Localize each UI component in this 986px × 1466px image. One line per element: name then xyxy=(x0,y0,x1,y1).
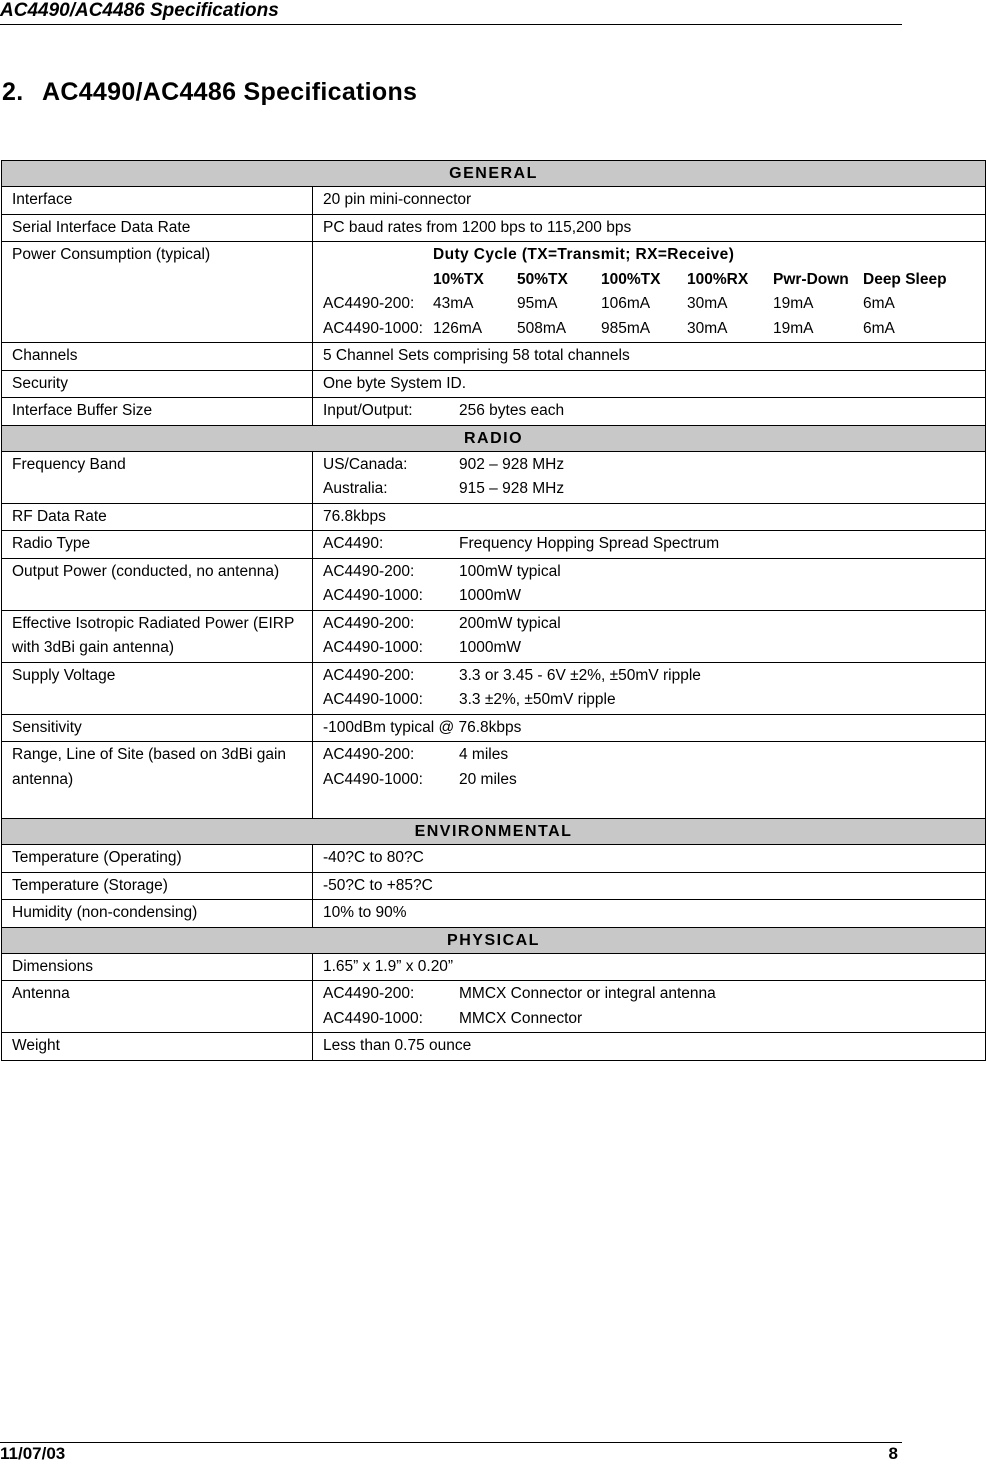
spec-value xyxy=(313,558,986,610)
power-value: 30mA xyxy=(687,295,728,312)
table-row xyxy=(2,900,986,928)
spec-value: -40?C to 80?C xyxy=(313,845,986,873)
table-row xyxy=(2,370,986,398)
spec-key-value: 3.3 or 3.45 - 6V ±2%, ±50mV ripple xyxy=(459,666,701,684)
spec-key: AC4490-200: xyxy=(323,746,415,763)
spec-key-value: 100mW typical xyxy=(459,562,561,580)
section-heading: GENERAL xyxy=(2,161,986,187)
footer-date: 11/07/03 xyxy=(0,1444,66,1463)
section-number: 2. xyxy=(2,78,24,106)
table-row xyxy=(2,242,986,343)
spec-value: 5 Channel Sets comprising 58 total channels xyxy=(313,343,986,371)
column-header: Pwr-Down xyxy=(773,270,849,288)
duty-cycle-columns xyxy=(323,268,975,293)
column-header: Deep Sleep xyxy=(863,270,947,288)
section-row-physical xyxy=(2,927,986,953)
section-row-general xyxy=(2,161,986,187)
spec-value: 1.65” x 1.9” x 0.20” xyxy=(313,953,986,981)
spec-label: Power Consumption (typical) xyxy=(2,242,313,343)
spec-key: AC4490-1000: xyxy=(323,770,423,788)
column-header: 100%TX xyxy=(601,270,661,288)
spec-key: AC4490-1000: xyxy=(323,1009,423,1027)
power-value: 126mA xyxy=(433,319,483,337)
table-row xyxy=(2,343,986,371)
spec-label: Interface xyxy=(2,187,313,215)
table-row xyxy=(2,662,986,714)
spec-value xyxy=(313,742,986,819)
section-heading: RADIO xyxy=(2,425,986,451)
spec-value: One byte System ID. xyxy=(313,370,986,398)
table-row xyxy=(2,187,986,215)
table-row xyxy=(2,214,986,242)
spec-key: AC4490-200: xyxy=(323,614,415,632)
section-title xyxy=(2,78,417,107)
spec-value: 76.8kbps xyxy=(313,503,986,531)
spec-key-value: MMCX Connector xyxy=(459,1009,583,1027)
table-row xyxy=(2,981,986,1033)
spec-label: Channels xyxy=(2,343,313,371)
spec-value xyxy=(313,531,986,559)
spec-key-value: MMCX Connector or integral antenna xyxy=(459,985,716,1002)
spec-key: AC4490-200: xyxy=(323,666,415,684)
spec-label: RF Data Rate xyxy=(2,503,313,531)
spec-key: AC4490-1000: xyxy=(323,691,423,708)
power-value: 6mA xyxy=(863,319,895,337)
spec-value xyxy=(313,451,986,503)
spec-label: Radio Type xyxy=(2,531,313,559)
model-label: AC4490-1000: xyxy=(323,319,423,337)
spec-key: US/Canada: xyxy=(323,455,408,473)
page-number: 8 xyxy=(888,1444,898,1463)
spec-key-value: 1000mW xyxy=(459,639,522,656)
page-footer xyxy=(0,1442,902,1465)
spec-label: Output Power (conducted, no antenna) xyxy=(2,558,313,610)
table-row xyxy=(2,714,986,742)
spec-label: Effective Isotropic Radiated Power (EIRP with 3dBi gain antenna) xyxy=(2,610,313,662)
power-row xyxy=(323,292,975,317)
spec-label: Temperature (Operating) xyxy=(2,845,313,873)
spec-value: Less than 0.75 ounce xyxy=(313,1033,986,1061)
spec-label: Interface Buffer Size xyxy=(2,398,313,426)
spec-label: Range, Line of Site (based on 3dBi gain antenna) xyxy=(2,742,313,819)
power-value: 985mA xyxy=(601,319,651,337)
spec-key: AC4490-200: xyxy=(323,562,415,580)
section-row-radio xyxy=(2,425,986,451)
spec-key: AC4490-1000: xyxy=(323,587,423,604)
table-row xyxy=(2,1033,986,1061)
spec-value: -50?C to +85?C xyxy=(313,872,986,900)
spec-value xyxy=(313,981,986,1033)
spec-key-value: 20 miles xyxy=(459,770,517,788)
column-header: 50%TX xyxy=(517,270,568,288)
spec-key-value: 902 – 928 MHz xyxy=(459,455,565,473)
table-row xyxy=(2,398,986,426)
power-value: 30mA xyxy=(687,319,728,337)
spec-key-value: 915 – 928 MHz xyxy=(459,480,565,497)
model-label: AC4490-200: xyxy=(323,295,415,312)
section-row-environmental xyxy=(2,819,986,845)
power-consumption-table xyxy=(313,242,986,343)
table-row xyxy=(2,742,986,819)
section-heading: PHYSICAL xyxy=(2,927,986,953)
running-header: AC4490/AC4486 Specifications xyxy=(0,0,902,25)
power-value: 19mA xyxy=(773,319,814,337)
spec-key-value: 256 bytes each xyxy=(459,402,565,419)
section-heading: ENVIRONMENTAL xyxy=(2,819,986,845)
spec-value xyxy=(313,398,986,426)
power-value: 6mA xyxy=(863,295,895,312)
column-header: 100%RX xyxy=(687,270,749,288)
power-value: 19mA xyxy=(773,295,814,312)
table-row xyxy=(2,845,986,873)
spec-key-value: 3.3 ±2%, ±50mV ripple xyxy=(459,691,616,708)
table-row xyxy=(2,451,986,503)
spec-label: Frequency Band xyxy=(2,451,313,503)
spec-key-value: 4 miles xyxy=(459,746,509,763)
spec-label: Antenna xyxy=(2,981,313,1033)
power-value: 95mA xyxy=(517,295,558,312)
table-row xyxy=(2,610,986,662)
duty-cycle-heading: Duty Cycle (TX=Transmit; RX=Receive) xyxy=(433,246,735,263)
spec-value xyxy=(313,610,986,662)
spec-key-value: 1000mW xyxy=(459,587,522,604)
table-row xyxy=(2,531,986,559)
spec-label: Weight xyxy=(2,1033,313,1061)
spec-value: PC baud rates from 1200 bps to 115,200 bps xyxy=(313,214,986,242)
spec-table xyxy=(1,160,986,1061)
spec-key-value: 200mW typical xyxy=(459,614,561,632)
spec-label: Serial Interface Data Rate xyxy=(2,214,313,242)
spec-label: Temperature (Storage) xyxy=(2,872,313,900)
spec-label: Humidity (non-condensing) xyxy=(2,900,313,928)
spec-label: Sensitivity xyxy=(2,714,313,742)
spec-label: Supply Voltage xyxy=(2,662,313,714)
spec-value: 10% to 90% xyxy=(313,900,986,928)
power-value: 43mA xyxy=(433,295,474,312)
spec-key: AC4490-1000: xyxy=(323,639,423,656)
power-value: 106mA xyxy=(601,295,651,312)
spec-value: 20 pin mini-connector xyxy=(313,187,986,215)
spec-key: AC4490: xyxy=(323,535,384,552)
column-header: 10%TX xyxy=(433,270,484,288)
spec-key: Input/Output: xyxy=(323,402,413,419)
table-row xyxy=(2,558,986,610)
spec-key-value: Frequency Hopping Spread Spectrum xyxy=(459,535,720,552)
table-row xyxy=(2,872,986,900)
spec-value xyxy=(313,662,986,714)
spec-label: Dimensions xyxy=(2,953,313,981)
table-row xyxy=(2,953,986,981)
spec-key: AC4490-200: xyxy=(323,985,415,1002)
table-row xyxy=(2,503,986,531)
spec-value: -100dBm typical @ 76.8kbps xyxy=(313,714,986,742)
power-row xyxy=(323,317,975,342)
spec-label: Security xyxy=(2,370,313,398)
section-title-text: AC4490/AC4486 Specifications xyxy=(42,78,418,106)
spec-key: Australia: xyxy=(323,480,388,497)
power-value: 508mA xyxy=(517,319,567,337)
